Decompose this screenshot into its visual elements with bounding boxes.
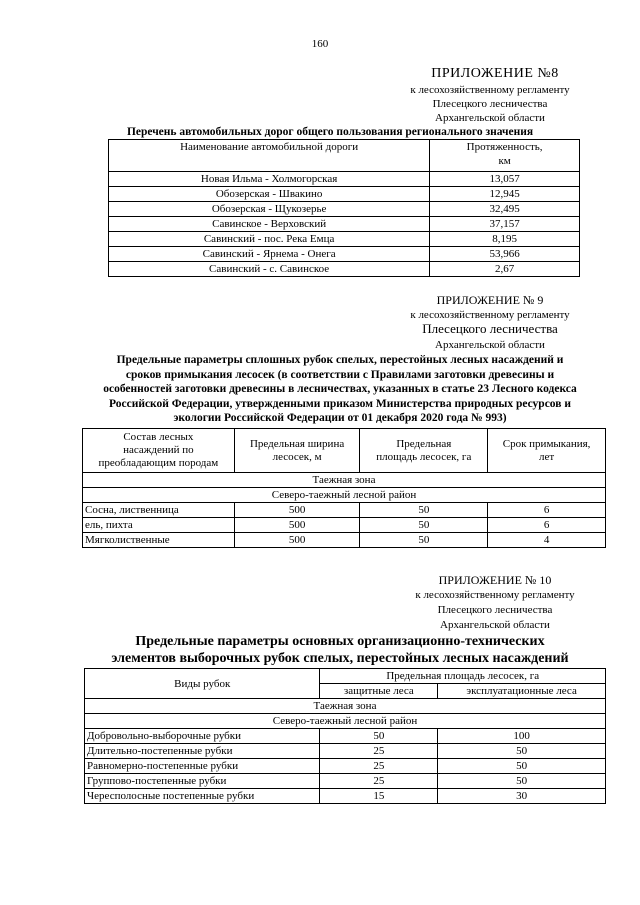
- clearcut-header-species-line: Состав лесных: [123, 431, 194, 443]
- road-name: Савинский - Ярнема - Онега: [109, 247, 430, 262]
- clearcut-species: Мягколиственные: [83, 533, 235, 548]
- table-row: [109, 202, 580, 217]
- road-length: 8,195: [430, 232, 580, 247]
- selective-header-area: Предельная площадь лесосек, га: [320, 669, 606, 684]
- selective-protective: 50: [320, 729, 438, 744]
- app8-line3: Архангельской области: [435, 112, 545, 124]
- clearcut-area: 50: [360, 518, 488, 533]
- selective-cut-table: [84, 668, 606, 804]
- road-length: 2,67: [430, 262, 580, 277]
- table-row: [85, 759, 606, 774]
- app10-title: ПРИЛОЖЕНИЕ № 10: [438, 573, 552, 587]
- selective-zone: Таежная зона: [85, 699, 606, 714]
- app9-caption-line: сроков примыкания лесосек (в соответствии с Правилами заготовки древесины и: [125, 368, 555, 381]
- app9-caption-line: Российской Федерации, утвержденными приказом Министерства природных ресурсов и: [109, 397, 571, 410]
- app9-caption-line: Предельные параметры сплошных рубок спелых, перестойных лесных насаждений и: [116, 354, 564, 366]
- selective-exploitation: 30: [438, 789, 606, 804]
- page-number: 160: [311, 38, 329, 50]
- clearcut-species: ель, пихта: [83, 518, 235, 533]
- clearcut-area: 50: [360, 503, 488, 518]
- road-name: Савинское - Верховский: [109, 217, 430, 232]
- clearcut-term: 6: [488, 503, 606, 518]
- roads-header-length-line2: км: [498, 155, 511, 167]
- table-row: [85, 789, 606, 804]
- app9-caption-line: экологии Российской Федерации от 01 декабря 2020 года № 993): [173, 412, 507, 424]
- road-name: Обозерская - Швакино: [109, 187, 430, 202]
- selective-protective: 25: [320, 759, 438, 774]
- road-name: Новая Ильма - Холмогорская: [109, 172, 430, 187]
- roads-header-length: [430, 140, 580, 172]
- app8-title: ПРИЛОЖЕНИЕ №8: [431, 66, 559, 81]
- road-length: 37,157: [430, 217, 580, 232]
- clearcut-header-term-line: Срок примыкания,: [502, 437, 591, 450]
- road-length: 32,495: [430, 202, 580, 217]
- selective-kind: Чересполосные постепенные рубки: [85, 789, 320, 804]
- road-length: 12,945: [430, 187, 580, 202]
- roads-header-length-line1: Протяженность,: [466, 141, 543, 153]
- table-row: [109, 187, 580, 202]
- selective-exploitation: 100: [438, 729, 606, 744]
- road-name: Савинский - пос. Река Емца: [109, 232, 430, 247]
- app9-line1: к лесохозяйственному регламенту: [410, 309, 570, 321]
- app9-caption-line: особенностей заготовки древесины в лесничествах, указанных в статье 23 Лесного кодекса: [103, 383, 577, 395]
- selective-exploitation: 50: [438, 744, 606, 759]
- selective-kind: Длительно-постепенные рубки: [85, 744, 320, 759]
- clearcut-table: [82, 428, 606, 548]
- clearcut-width: 500: [234, 503, 360, 518]
- clearcut-header-area-line: площадь лесосек, га: [376, 450, 472, 463]
- selective-exploitation: 50: [438, 774, 606, 789]
- table-row: [85, 774, 606, 789]
- table-row: [109, 262, 580, 277]
- clearcut-header-species-line: преобладающим породам: [98, 457, 219, 469]
- clearcut-term: 6: [488, 518, 606, 533]
- selective-header-exploitation: эксплуатационные леса: [438, 684, 606, 699]
- clearcut-width: 500: [234, 533, 360, 548]
- app9-title: ПРИЛОЖЕНИЕ № 9: [436, 293, 544, 307]
- app9-caption: [70, 353, 610, 426]
- table-row: [109, 232, 580, 247]
- clearcut-header-species-line: насаждений по: [123, 444, 194, 456]
- road-name: Савинский - с. Савинское: [109, 262, 430, 277]
- clearcut-header-species: [83, 429, 235, 473]
- clearcut-header-area: [360, 429, 488, 473]
- road-length: 53,966: [430, 247, 580, 262]
- roads-table: [108, 139, 580, 277]
- clearcut-header-area-line: Предельная: [396, 437, 452, 450]
- app8-caption: Перечень автомобильных дорог общего пользования регионального значения: [126, 126, 534, 138]
- table-row: [109, 247, 580, 262]
- table-row: [109, 172, 580, 187]
- table-row: [85, 729, 606, 744]
- app10-caption-line: элементов выборочных рубок спелых, перестойных лесных насаждений: [111, 651, 569, 666]
- table-row: [85, 744, 606, 759]
- clearcut-species: Сосна, лиственница: [83, 503, 235, 518]
- clearcut-header-width: [234, 429, 360, 473]
- selective-protective: 25: [320, 744, 438, 759]
- selective-kind: Группово-постепенные рубки: [85, 774, 320, 789]
- selective-header-protective: защитные леса: [320, 684, 438, 699]
- selective-kind: Равномерно-постепенные рубки: [85, 759, 320, 774]
- roads-header-name: Наименование автомобильной дороги: [109, 140, 430, 172]
- clearcut-width: 500: [234, 518, 360, 533]
- clearcut-zone: Таежная зона: [83, 473, 606, 488]
- selective-kind: Добровольно-выборочные рубки: [85, 729, 320, 744]
- app10-caption-line: Предельные параметры основных организационно-технических: [135, 634, 545, 649]
- clearcut-area: 50: [360, 533, 488, 548]
- table-row: [83, 518, 606, 533]
- clearcut-header-term-line: лет: [538, 450, 555, 463]
- selective-header-kind: Виды рубок: [85, 669, 320, 699]
- app10-line1: к лесохозяйственному регламенту: [415, 589, 575, 601]
- app10-line2: Плесецкого лесничества: [437, 604, 553, 616]
- app8-line2: Плесецкого лесничества: [432, 98, 548, 110]
- app10-line3: Архангельской области: [440, 619, 550, 631]
- clearcut-term: 4: [488, 533, 606, 548]
- table-row: [109, 217, 580, 232]
- road-name: Обозерская - Щукозерье: [109, 202, 430, 217]
- app9-line3: Архангельской области: [435, 339, 545, 351]
- app9-line2: Плесецкого лесничества: [422, 321, 558, 336]
- selective-exploitation: 50: [438, 759, 606, 774]
- clearcut-header-width-line: Предельная ширина: [249, 437, 345, 450]
- app8-line1: к лесохозяйственному регламенту: [410, 84, 570, 96]
- app10-caption: [70, 633, 610, 667]
- clearcut-header-width-line: лесосек, м: [272, 450, 322, 463]
- road-length: 13,057: [430, 172, 580, 187]
- clearcut-header-term: [488, 429, 606, 473]
- selective-district: Северо-таежный лесной район: [85, 714, 606, 729]
- clearcut-district: Северо-таежный лесной район: [83, 488, 606, 503]
- table-row: [83, 503, 606, 518]
- table-row: [83, 533, 606, 548]
- selective-protective: 15: [320, 789, 438, 804]
- selective-protective: 25: [320, 774, 438, 789]
